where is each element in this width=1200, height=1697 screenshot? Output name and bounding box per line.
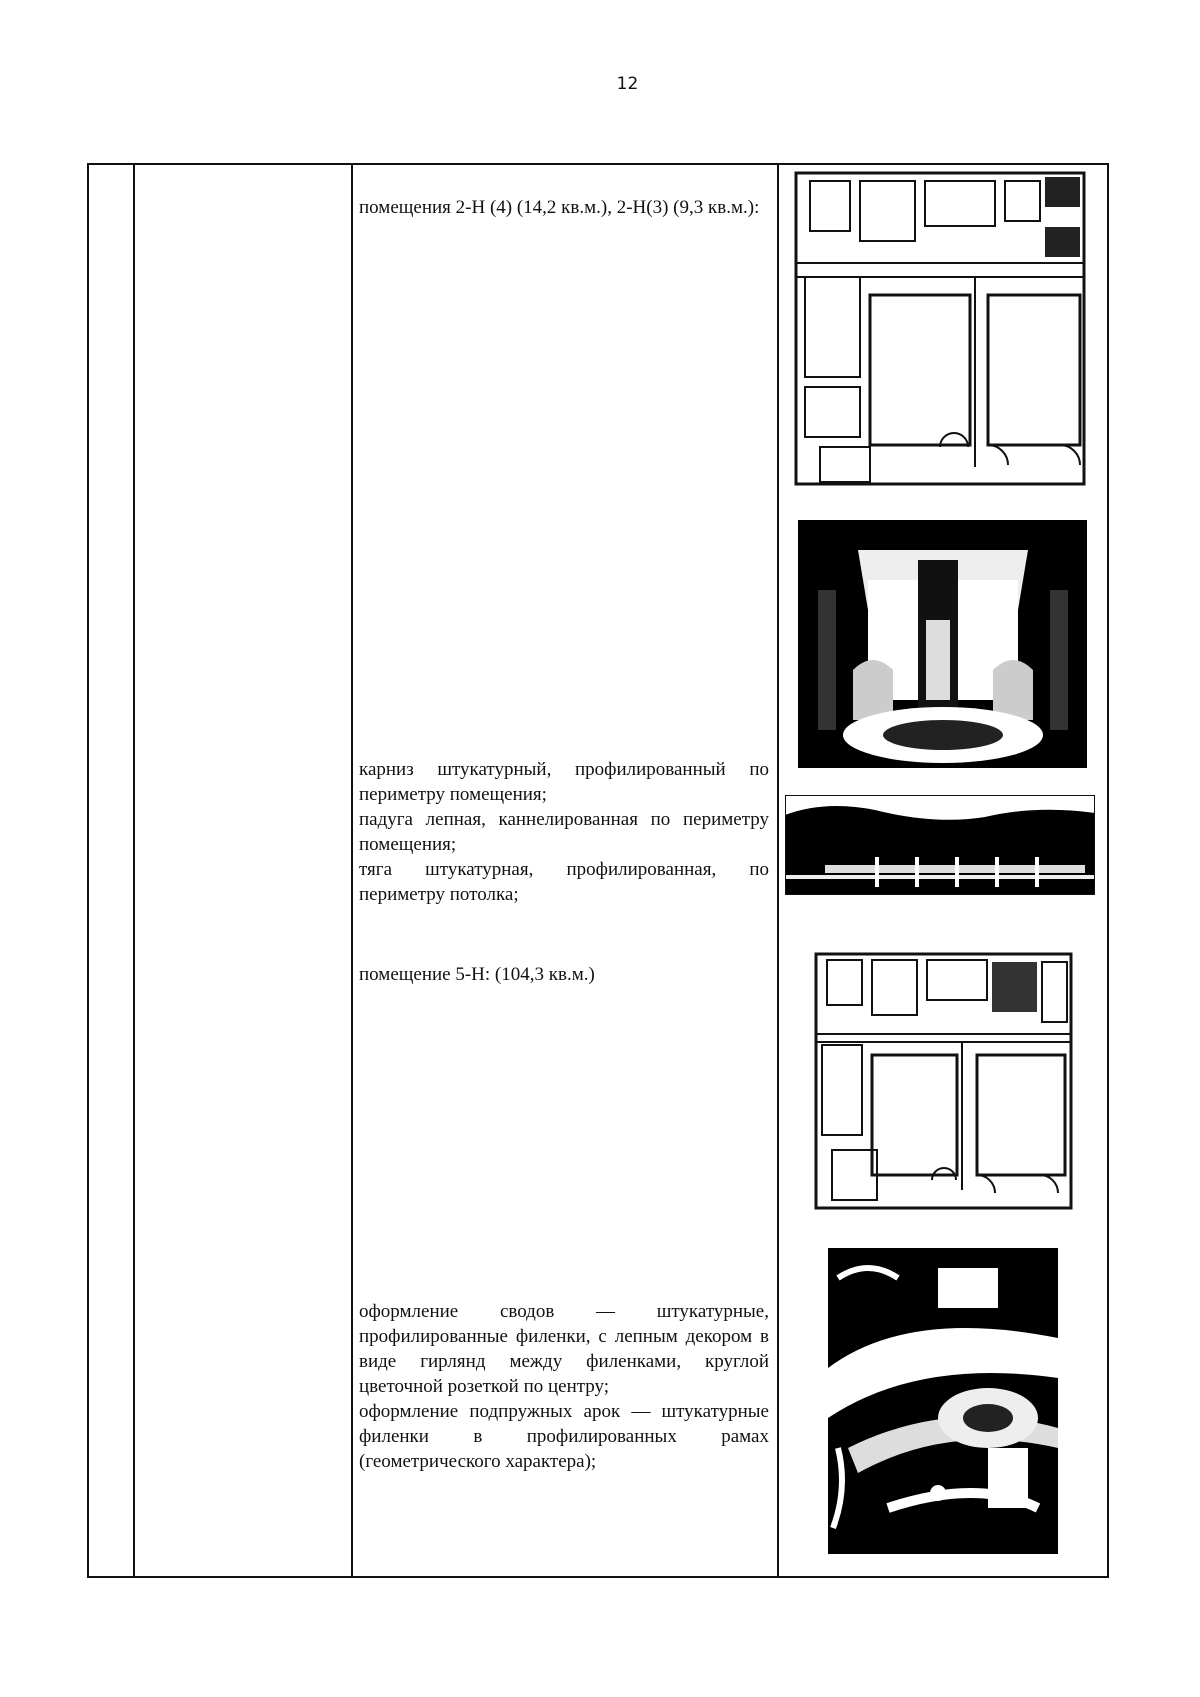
table-column-divider (351, 165, 353, 1576)
decor-item: падуга лепная, каннелированная по периметру помещения; (359, 809, 769, 855)
rooms-2n-text: помещения 2-Н (4) (14,2 кв.м.), 2-Н(3) (9,3 кв.м.): (359, 197, 760, 218)
decor-item: карниз штукатурный, профилированный по периметру помещения; (359, 759, 769, 805)
room-5n-text: помещение 5-Н: (104,3 кв.м.) (359, 964, 595, 985)
floor-plan-image-1 (790, 167, 1092, 490)
table-column-divider (133, 165, 135, 1576)
floor-plan-image-2 (812, 950, 1075, 1212)
decor-2n-list (359, 757, 769, 907)
cornice-photo (785, 795, 1095, 895)
decor-5n-list (359, 1299, 769, 1474)
page-number: 12 (616, 74, 639, 94)
ceiling-photo-1 (798, 520, 1087, 768)
vault-photo (828, 1248, 1058, 1554)
table-column-divider (777, 165, 779, 1576)
decor-item: тяга штукатурная, профилированная, по периметру потолка; (359, 859, 769, 905)
decor-item: оформление подпружных арок — штукатурные филенки в профилированных рамах (геометрического характера); (359, 1401, 769, 1472)
decor-item: оформление сводов — штукатурные, профилированные филенки, с лепным декором в виде гирлянд между филенками, круглой цветочной розеткой по центру; (359, 1301, 769, 1397)
